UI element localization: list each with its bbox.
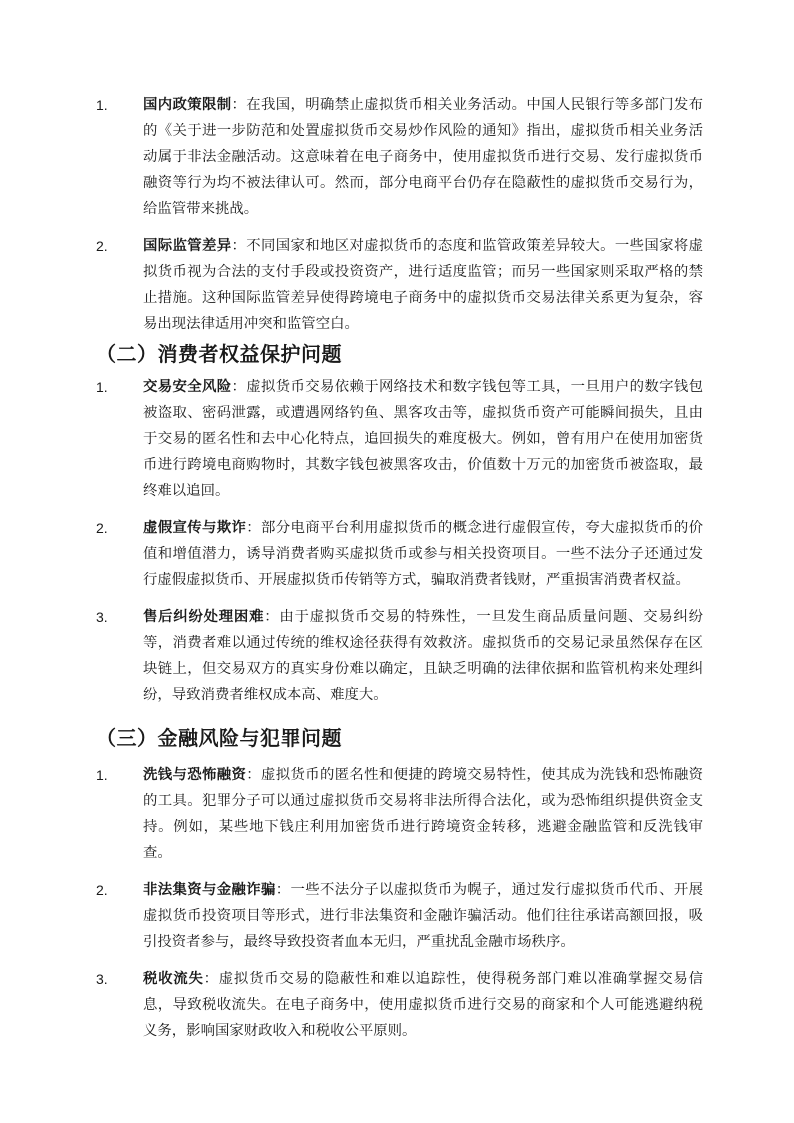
item-text: [143, 374, 703, 504]
item-term: 非法集资与金融诈骗: [143, 882, 276, 898]
section-heading-financial-risk: （三）金融风险与犯罪问题: [96, 726, 342, 750]
item-text: [143, 966, 703, 1044]
list-item: [0, 762, 703, 866]
item-term: 洗钱与恐怖融资: [143, 767, 247, 783]
item-term: 虚假宣传与欺诈: [143, 520, 247, 536]
item-text: [143, 515, 703, 593]
item-number: 1.: [96, 379, 108, 395]
item-text: [143, 92, 703, 222]
list-item: [0, 877, 703, 955]
list-item: [0, 966, 703, 1044]
item-term: 交易安全风险: [143, 379, 232, 395]
list-item: [0, 374, 703, 504]
item-number: 2.: [96, 238, 108, 254]
list-item: [0, 604, 703, 708]
item-number: 2.: [96, 882, 108, 898]
section-1-list: [0, 92, 703, 348]
item-number: 1.: [96, 767, 108, 783]
item-text: [143, 233, 703, 337]
section-3-list: [0, 762, 703, 1055]
item-number: 3.: [96, 609, 108, 625]
list-item: [0, 92, 703, 222]
item-body: ：不同国家和地区对虚拟货币的态度和监管政策差异较大。一些国家将虚拟货币视为合法的支付手段或投资资产，进行适度监管；而另一些国家则采取严格的禁止措施。这种国际监管差异使得跨境电子商务中的虚拟货币交易法律关系更为复杂，容易出现法律适用冲突和监管空白。: [143, 238, 703, 332]
item-body: ：虚拟货币交易的隐蔽性和难以追踪性，使得税务部门难以准确掌握交易信息，导致税收流失。在电子商务中，使用虚拟货币进行交易的商家和个人可能逃避纳税义务，影响国家财政收入和税收公平原则。: [143, 971, 703, 1039]
item-body: ：虚拟货币交易依赖于网络技术和数字钱包等工具，一旦用户的数字钱包被盗取、密码泄露，或遭遇网络钓鱼、黑客攻击等，虚拟货币资产可能瞬间损失，且由于交易的匿名性和去中心化特点，追回损失的难度极大。例如，曾有用户在使用加密货币进行跨境电商购物时，其数字钱包被黑客攻击，价值数十万元的加密货币被盗取，最终难以追回。: [143, 379, 703, 499]
item-number: 3.: [96, 971, 108, 987]
item-body: ：部分电商平台利用虚拟货币的概念进行虚假宣传，夸大虚拟货币的价值和增值潜力，诱导消费者购买虚拟货币或参与相关投资项目。一些不法分子还通过发行虚假虚拟货币、开展虚拟货币传销等方式，骗取消费者钱财，严重损害消费者权益。: [143, 520, 703, 588]
list-item: [0, 515, 703, 593]
section-heading-consumer-rights: （二）消费者权益保护问题: [96, 342, 342, 366]
item-text: [143, 762, 703, 866]
item-number: 1.: [96, 97, 108, 113]
item-term: 国际监管差异: [143, 238, 232, 254]
item-text: [143, 604, 703, 708]
item-term: 税收流失: [143, 971, 204, 987]
item-body: ：在我国，明确禁止虚拟货币相关业务活动。中国人民银行等多部门发布的《关于进一步防范和处置虚拟货币交易炒作风险的通知》指出，虚拟货币相关业务活动属于非法金融活动。这意味着在电子商务中，使用虚拟货币进行交易、发行虚拟货币融资等行为均不被法律认可。然而，部分电商平台仍存在隐蔽性的虚拟货币交易行为，给监管带来挑战。: [143, 97, 703, 217]
section-2-list: [0, 374, 703, 719]
item-text: [143, 877, 703, 955]
list-item: [0, 233, 703, 337]
item-number: 2.: [96, 520, 108, 536]
item-body: ：虚拟货币的匿名性和便捷的跨境交易特性，使其成为洗钱和恐怖融资的工具。犯罪分子可以通过虚拟货币交易将非法所得合法化，或为恐怖组织提供资金支持。例如，某些地下钱庄利用加密货币进行跨境资金转移，逃避金融监管和反洗钱审查。: [143, 767, 703, 861]
item-term: 国内政策限制: [143, 97, 232, 113]
item-body: ：一些不法分子以虚拟货币为幌子，通过发行虚拟货币代币、开展虚拟货币投资项目等形式，进行非法集资和金融诈骗活动。他们往往承诺高额回报，吸引投资者参与，最终导致投资者血本无归，严重扰乱金融市场秩序。: [143, 882, 703, 950]
item-body: ：由于虚拟货币交易的特殊性，一旦发生商品质量问题、交易纠纷等，消费者难以通过传统的维权途径获得有效救济。虚拟货币的交易记录虽然保存在区块链上，但交易双方的真实身份难以确定，且缺乏明确的法律依据和监管机构来处理纠纷，导致消费者维权成本高、难度大。: [143, 609, 703, 703]
item-term: 售后纠纷处理困难: [143, 609, 265, 625]
